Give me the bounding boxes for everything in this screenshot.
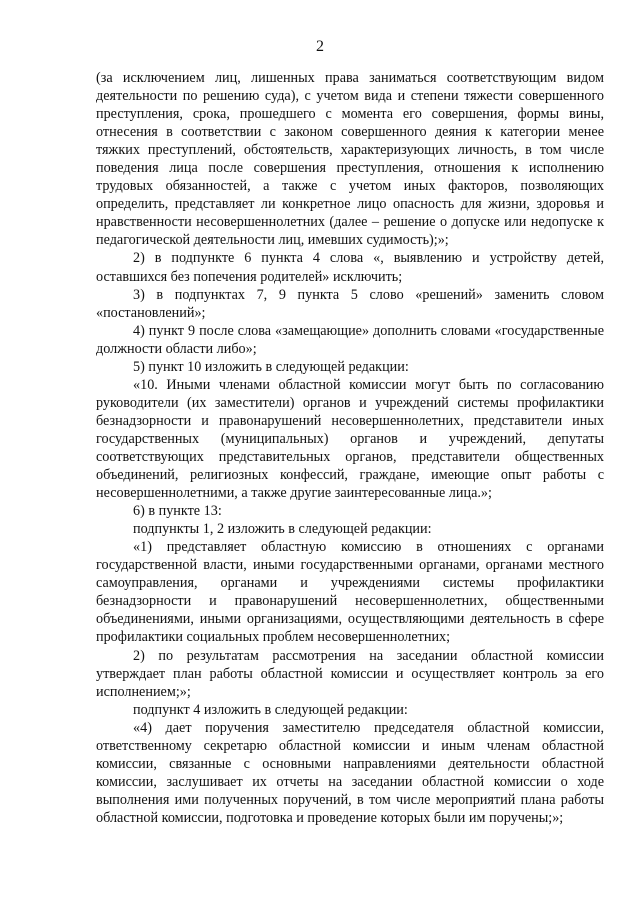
document-body [96,69,604,827]
paragraph-subitem-4-intro: подпункт 4 изложить в следующей редакции: [133,701,408,718]
paragraph-item-3: 3) в подпунктах 7, 9 пункта 5 слово «решений» заменить словом «постановлений»; [96,286,604,321]
paragraph-subitem-4: «4) дает поручения заместителю председателя областной комиссии, ответственному секретарю областной комиссии и иным членам областной комиссии, связанные с основными направлениями деятельности областной комиссии, заслушивает их отчеты на заседании областной комиссии о ходе выполнения ими полученных поручений, в том числе мероприятий плана работы областной комиссии, подготовка и проведение которых были им поручены;»; [96,719,604,826]
paragraph-subitem-2: 2) по результатам рассмотрения на заседании областной комиссии утверждает план работы областной комиссии и осуществляет контроль за его исполнением;»; [96,647,604,700]
paragraph-item-6: 6) в пункте 13: [133,503,222,520]
page-number: 2 [316,38,324,55]
paragraph-continuation: (за исключением лиц, лишенных права заниматься соответствующим видом деятельности по решению суда), с учетом вида и степени тяжести совершенного преступления, срока, прошедшего с момента его совершения, формы вины, отнесения в соответствии с законом совершенного деяния к категории менее тяжких преступлений, обстоятельств, характеризующих личность, в том числе поведения лица после совершения преступления, отношения к исполнению трудовых обязанностей, а также с учетом иных факторов, позволяющих определить, представляет ли конкретное лицо опасность для жизни, здоровья и нравственности несовершеннолетних (далее – решение о допуске или недопуске к педагогической деятельности лиц, имевших судимость);»; [96,70,604,249]
paragraph-subitem-1: «1) представляет областную комиссию в отношениях с органами государственной власти, иными государственными органами, органами местного самоуправления, органами и учреждениями системы профилактики безнадзорности и правонарушений несовершеннолетних, общественными объединениями, иными организациями, осуществляющими деятельность в сфере профилактики социальных проблем несовершеннолетних; [96,539,604,646]
paragraph-subitems-1-2-intro: подпункты 1, 2 изложить в следующей редакции: [133,521,432,538]
paragraph-clause-10: «10. Иными членами областной комиссии могут быть по согласованию руководители (их заместители) органов и учреждений системы профилактики безнадзорности и правонарушений несовершеннолетних, представители иных государственных (муниципальных) органов и учреждений, депутаты соответствующих представительных органов, представители общественных объединений, религиозных конфессий, граждане, имеющие опыт работы с несовершеннолетними, а также другие заинтересованные лица.»; [96,376,604,502]
paragraph-item-5: 5) пункт 10 изложить в следующей редакции: [133,358,409,375]
paragraph-item-2: 2) в подпункте 6 пункта 4 слова «, выявлению и устройству детей, оставшихся без попечения родителей» исключить; [96,250,604,285]
paragraph-item-4: 4) пункт 9 после слова «замещающие» дополнить словами «государственные должности области либо»; [96,322,604,357]
